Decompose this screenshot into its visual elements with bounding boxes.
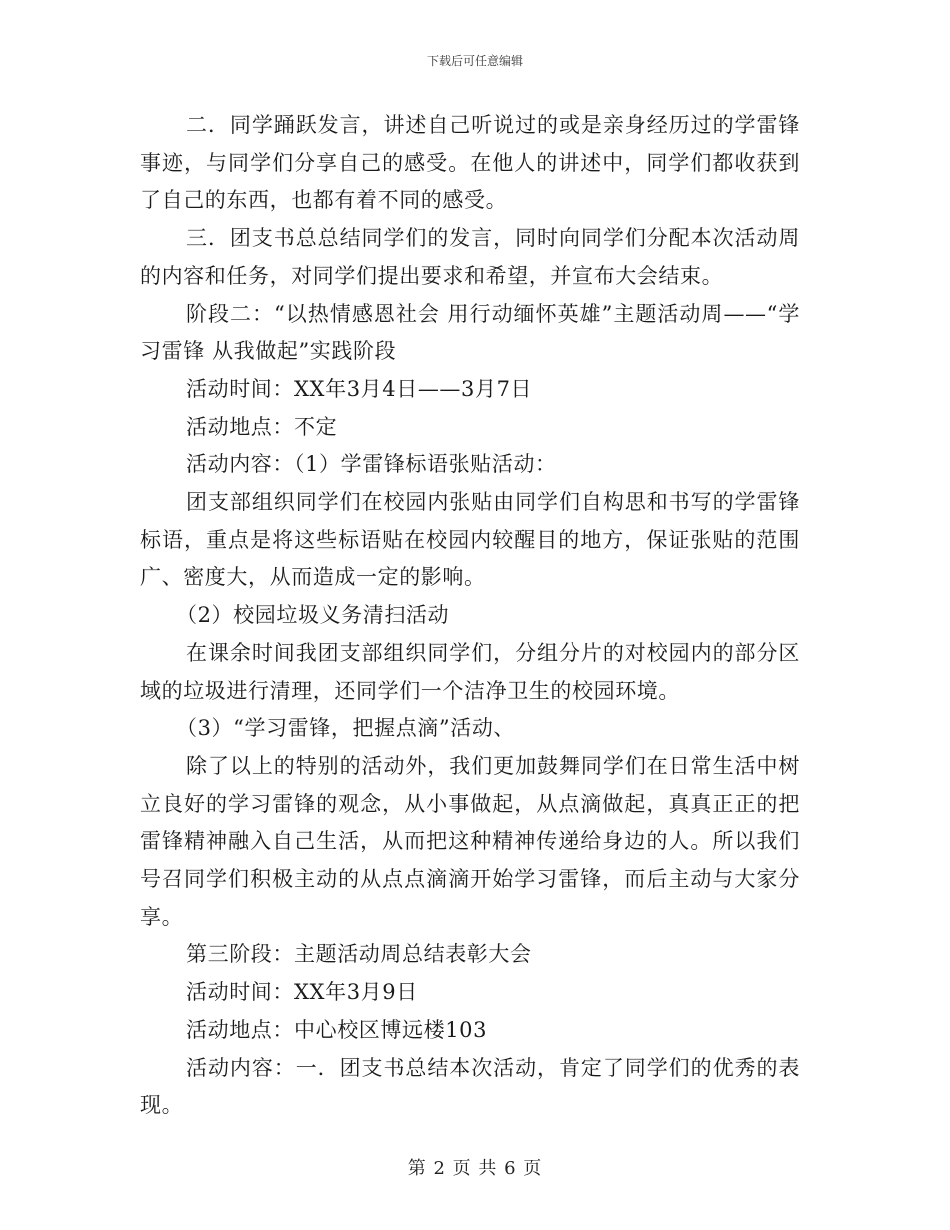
paragraph-stage-three-location: 活动地点：中心校区博远楼103 <box>186 1017 488 1042</box>
paragraph-stage-three-title: 第三阶段：主题活动周总结表彰大会 <box>186 942 532 967</box>
paragraph-stage-two-title: 阶段二：“以热情感恩社会 用行动缅怀英雄”主题活动周——“学习雷锋 从我做起”实践阶段 <box>140 301 800 364</box>
paragraph-cleanup-detail: 在课余时间我团支部组织同学们，分组分片的对校园内的部分区域的垃圾进行清理，还同学们一个洁净卫生的校园环境。 <box>140 640 800 703</box>
paragraph-learn-detail: 除了以上的特别的活动外，我们更加鼓舞同学们在日常生活中树立良好的学习雷锋的观念，从小事做起，从点滴做起，真真正正的把雷锋精神融入自己生活，从而把这种精神传递给身边的人。所以我们号召同学们积极主动的从点点滴滴开始学习雷锋，而后主动与大家分享。 <box>140 753 800 929</box>
paragraph-learn-title: （3）“学习雷锋，把握点滴”活动、 <box>176 716 516 741</box>
paragraph-stage-three-time: 活动时间：XX年3月9日 <box>186 980 418 1005</box>
paragraph-stage-two-content: 活动内容：（1）学雷锋标语张贴活动： <box>186 452 557 477</box>
paragraph-summary: 三．团支书总总结同学们的发言，同时向同学们分配本次活动周的内容和任务，对同学们提出要求和希望，并宣布大会结束。 <box>140 226 800 288</box>
page-number-footer: 第 2 页 共 6 页 <box>407 1158 543 1179</box>
document-body <box>140 107 800 1125</box>
paragraph-discussion: 二．同学踊跃发言，讲述自己听说过的或是亲身经历过的学雷锋事迹，与同学们分享自己的感受。在他人的讲述中，同学们都收获到了自己的东西，也都有着不同的感受。 <box>140 113 800 213</box>
paragraph-stage-two-time: 活动时间：XX年3月4日——3月7日 <box>186 376 533 401</box>
paragraph-slogan-activity: 团支部组织同学们在校园内张贴由同学们自构思和书写的学雷锋标语，重点是将这些标语贴在校园内较醒目的地方，保证张贴的范围广、密度大，从而造成一定的影响。 <box>140 490 800 590</box>
paragraph-stage-two-location: 活动地点：不定 <box>186 414 338 439</box>
paragraph-cleanup-title: （2）校园垃圾义务清扫活动 <box>176 603 450 628</box>
paragraph-stage-three-content: 活动内容：一．团支书总结本次活动，肯定了同学们的优秀的表现。 <box>140 1055 800 1118</box>
page-header: 下载后可任意编辑 <box>426 54 523 68</box>
